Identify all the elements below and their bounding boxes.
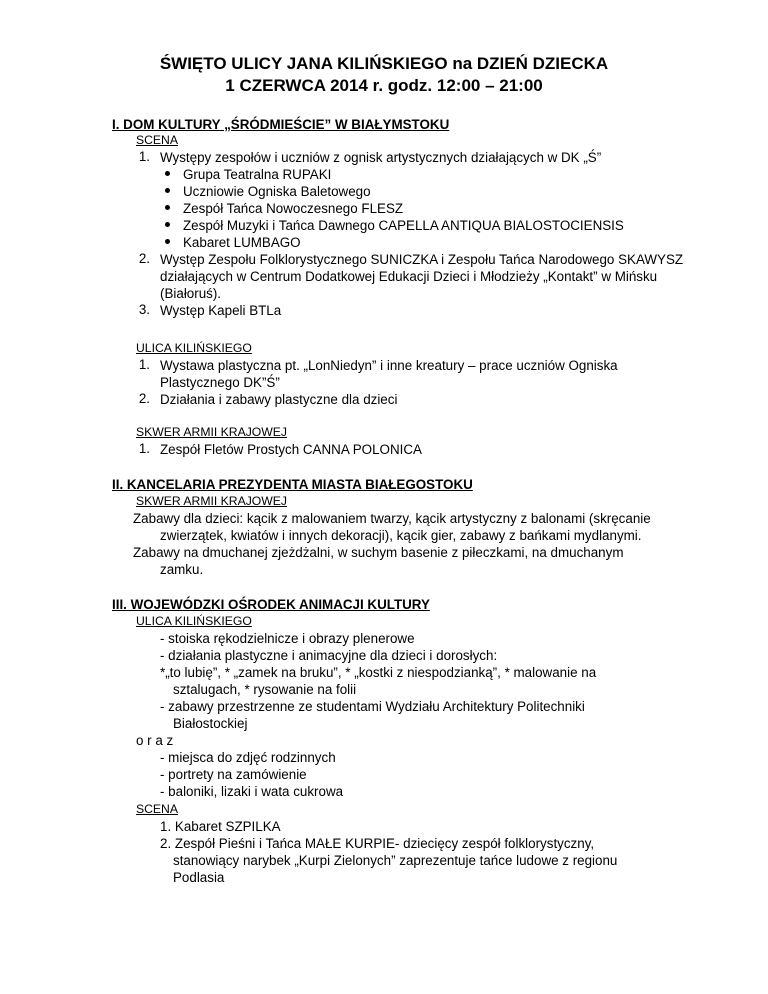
s3-ulica-line-2: - działania plastyczne i animacyjne dla dzieci i dorosłych:: [160, 648, 498, 663]
s2-para-1a: Zabawy dla dzieci: kącik z malowaniem twarzy, kącik artystyczny z balonami (skręcanie: [133, 511, 651, 526]
s3-scena-item-1: 1. Kabaret SZPILKA: [160, 819, 281, 834]
s1-bullet-1: Grupa Teatralna RUPAKI: [183, 167, 332, 182]
s1-ulica-item-1a: Wystawa plastyczna pt. „LonNiedyn” i inne kreatury – prace uczniów Ogniska: [160, 358, 618, 373]
bullet-icon: [165, 171, 170, 176]
s2-skwer-label: SKWER ARMII KRAJOWEJ: [136, 494, 288, 508]
list-number: 1.: [138, 441, 150, 456]
s1-bullet-3: Zespół Tańca Nowoczesnego FLESZ: [183, 201, 404, 216]
s3-ulica-line-9: - baloniki, lizaki i wata cukrowa: [160, 784, 344, 799]
bullet-icon: [165, 205, 170, 210]
s3-scena-label: SCENA: [136, 802, 178, 816]
s1-skwer-item-1: Zespół Fletów Prostych CANNA POLONICA: [160, 442, 422, 457]
section-1-heading: I. DOM KULTURY „ŚRÓDMIEŚCIE” W BIAŁYMSTOKU: [112, 117, 450, 132]
s3-ulica-line-7: - miejsca do zdjęć rodzinnych: [160, 750, 336, 765]
section-2-heading: II. KANCELARIA PREZYDENTA MIASTA BIAŁEGOSTOKU: [112, 477, 473, 492]
s1-bullet-2: Uczniowie Ogniska Baletowego: [183, 184, 371, 199]
title-line-2: 1 CZERWCA 2014 r. godz. 12:00 – 21:00: [225, 76, 543, 95]
s1-scena-label: SCENA: [136, 133, 178, 147]
bullet-icon: [165, 239, 170, 244]
s2-para-1b: zwierzątek, kwiatów i innych dekoracji), kącik gier, zabawy z bańkami mydlanymi.: [160, 528, 642, 543]
s3-ulica-line-5: - zabawy przestrzenne ze studentami Wydziału Architektury Politechniki: [160, 699, 585, 714]
s3-scena-item-2c: Podlasia: [173, 870, 225, 885]
s3-scena-item-2b: stanowiący narybek „Kurpi Zielonych” zaprezentuje tańce ludowe z regionu: [173, 853, 618, 868]
list-number: 2.: [138, 251, 150, 266]
bullet-icon: [165, 188, 170, 193]
list-number: 3.: [138, 302, 150, 317]
s1-scena-item-1: Występy zespołów i uczniów z ognisk artystycznych działających w DK „Ś”: [160, 150, 602, 165]
section-3-heading: III. WOJEWÓDZKI OŚRODEK ANIMACJI KULTURY: [112, 597, 430, 612]
s3-ulica-line-4: sztalugach, * rysowanie na folii: [173, 682, 357, 697]
s1-scena-item-2a: Występ Zespołu Folklorystycznego SUNICZKA i Zespołu Tańca Narodowego SKAWYSZ: [160, 252, 684, 267]
s2-para-2b: zamku.: [160, 562, 204, 577]
bullet-icon: [165, 222, 170, 227]
title-line-1: ŚWIĘTO ULICY JANA KILIŃSKIEGO na DZIEŃ DZIECKA: [159, 54, 609, 73]
list-number: 1.: [138, 149, 150, 164]
s3-ulica-line-6: Białostockiej: [173, 716, 248, 731]
s3-ulica-line-3: *„to lubię”, * „zamek na bruku”, * „kostki z niespodzianką”, * malowanie na: [160, 665, 597, 680]
s3-ulica-line-1: - stoiska rękodzielnicze i obrazy plenerowe: [160, 631, 415, 646]
s3-ulica-label: ULICA KILIŃSKIEGO: [136, 614, 252, 628]
s1-skwer-label: SKWER ARMII KRAJOWEJ: [136, 425, 288, 439]
list-number: 2.: [138, 391, 150, 406]
s1-scena-item-3: Występ Kapeli BTLa: [160, 303, 282, 318]
s1-bullet-5: Kabaret LUMBAGO: [183, 235, 301, 250]
s1-scena-item-2c: (Białoruś).: [160, 286, 222, 301]
s3-oraz: o r a z: [136, 733, 174, 748]
s3-scena-item-2a: 2. Zespół Pieśni i Tańca MAŁE KURPIE- dziecięcy zespół folklorystyczny,: [160, 836, 595, 851]
s1-ulica-item-1b: Plastycznego DK”Ś”: [160, 375, 280, 390]
s3-ulica-line-8: - portrety na zamówienie: [160, 767, 307, 782]
s1-bullet-4: Zespół Muzyki i Tańca Dawnego CAPELLA ANTIQUA BIALOSTOCIENSIS: [183, 218, 624, 233]
s1-ulica-item-2: Działania i zabawy plastyczne dla dzieci: [160, 392, 398, 407]
s2-para-2a: Zabawy na dmuchanej zjeżdżalni, w suchym basenie z piłeczkami, na dmuchanym: [133, 545, 624, 560]
s1-scena-item-2b: działających w Centrum Dodatkowej Edukacji Dzieci i Młodzieży „Kontakt” w Mińsku: [160, 269, 658, 284]
list-number: 1.: [138, 357, 150, 372]
s1-ulica-label: ULICA KILIŃSKIEGO: [136, 341, 252, 355]
